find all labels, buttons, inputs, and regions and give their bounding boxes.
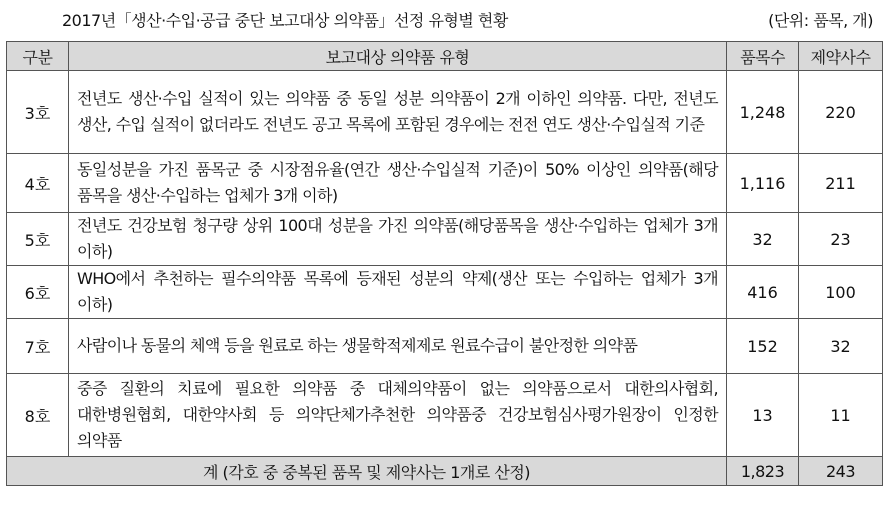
table-row [7,213,883,266]
table-row [7,374,883,457]
total-companies: 243 [799,457,883,486]
row-desc: 사람이나 동물의 체액 등을 원료로 하는 생물학적제제로 원료수급이 불안정한 의약품 [69,319,727,374]
row-desc: 동일성분을 가진 품목군 중 시장점유율(연간 생산·수입실적 기준)이 50% 이상인 의약품(해당 품목을 생산·수입하는 업체가 3개 이하) [69,154,727,213]
table-row [7,319,883,374]
row-items: 1,248 [727,71,799,154]
row-companies: 220 [799,71,883,154]
total-items: 1,823 [727,457,799,486]
header-companies: 제약사수 [799,42,883,71]
row-gubun: 5호 [7,213,69,266]
row-items: 416 [727,266,799,319]
caption-unit: (단위: 품목, 개) [768,11,873,30]
row-desc: WHO에서 추천하는 필수의약품 목록에 등재된 성분의 약제(생산 또는 수입하는 업체가 3개 이하) [69,266,727,319]
row-items: 32 [727,213,799,266]
row-items: 13 [727,374,799,457]
row-companies: 11 [799,374,883,457]
header-type: 보고대상 의약품 유형 [69,42,727,71]
row-gubun: 7호 [7,319,69,374]
caption-title: 2017년「생산·수입·공급 중단 보고대상 의약품」선정 유형별 현황 [62,11,508,30]
row-gubun: 3호 [7,71,69,154]
report-table [6,41,883,486]
row-companies: 32 [799,319,883,374]
header-items: 품목수 [727,42,799,71]
row-companies: 23 [799,213,883,266]
row-companies: 100 [799,266,883,319]
total-label: 계 (각호 중 중복된 품목 및 제약사는 1개로 산정) [7,457,727,486]
table-row [7,154,883,213]
header-gubun: 구분 [7,42,69,71]
table-row [7,266,883,319]
row-desc: 전년도 생산·수입 실적이 있는 의약품 중 동일 성분 의약품이 2개 이하인 의약품. 다만, 전년도 생산, 수입 실적이 없더라도 전년도 공고 목록에 포함된 경우에는 전전 연도 생산·수입실적 기준 [69,71,727,154]
header-row [7,42,883,71]
row-gubun: 8호 [7,374,69,457]
total-row [7,457,883,486]
row-desc: 전년도 건강보험 청구량 상위 100대 성분을 가진 의약품(해당품목을 생산·수입하는 업체가 3개 이하) [69,213,727,266]
row-gubun: 6호 [7,266,69,319]
table-caption [0,0,889,36]
row-gubun: 4호 [7,154,69,213]
row-items: 152 [727,319,799,374]
table-row [7,71,883,154]
row-items: 1,116 [727,154,799,213]
row-companies: 211 [799,154,883,213]
row-desc: 중증 질환의 치료에 필요한 의약품 중 대체의약품이 없는 의약품으로서 대한의사협회, 대한병원협회, 대한약사회 등 의약단체가추천한 의약품중 건강보험심사평가원장이 인정한 의약품 [69,374,727,457]
